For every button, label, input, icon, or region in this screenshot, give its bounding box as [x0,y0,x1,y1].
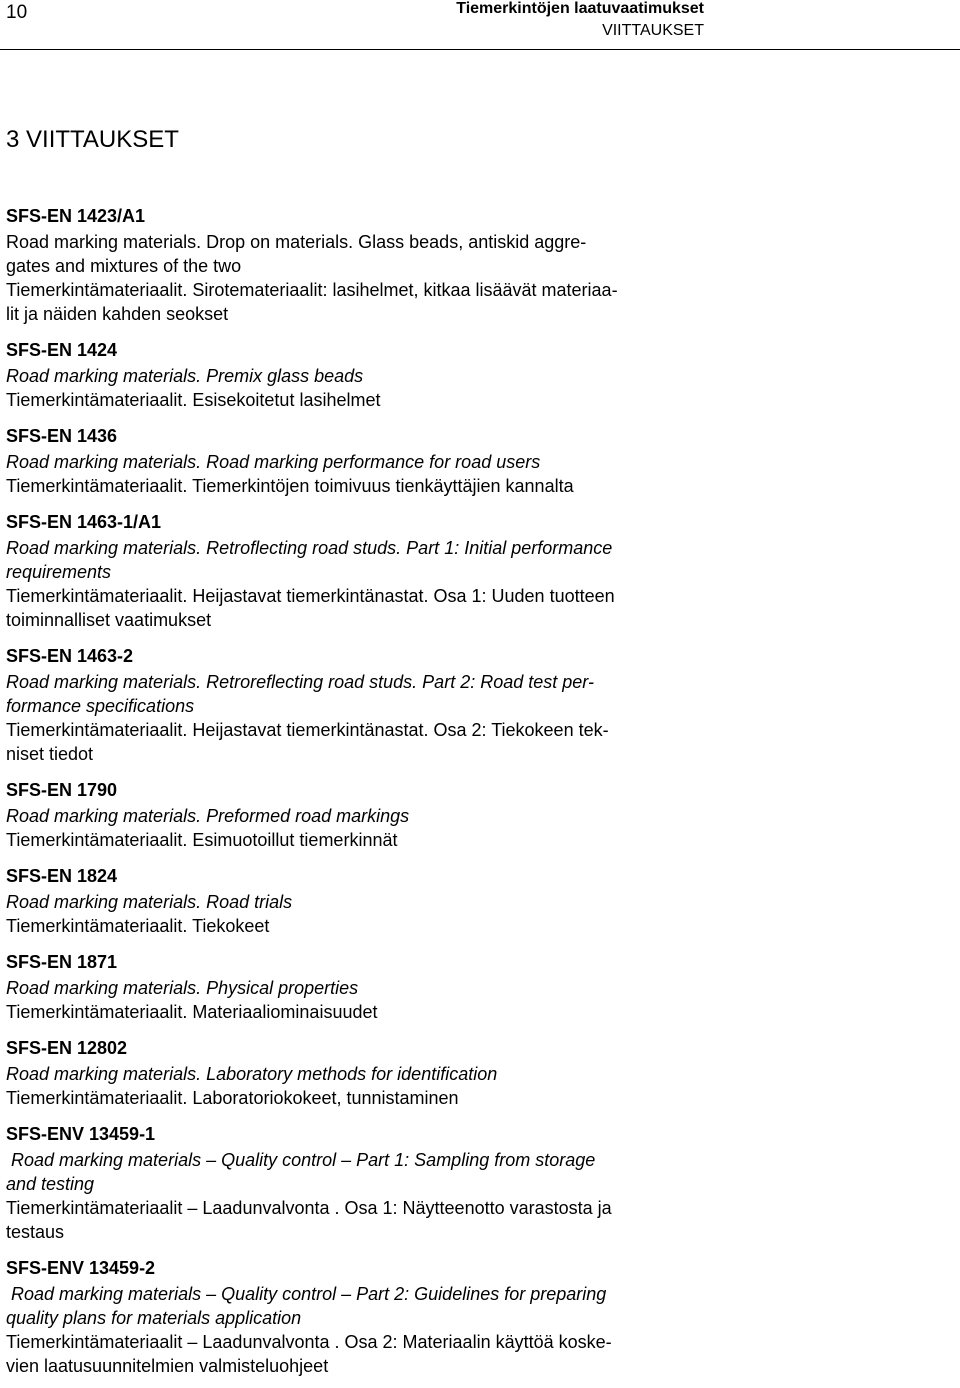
standard-code: SFS-EN 12802 [6,1038,128,1058]
reference-item [6,948,726,1024]
english-title-line: Road marking materials. Retroflecting road studs. Part 1: Initial performance [6,538,613,558]
reference-item [6,336,726,412]
english-title-line: Road marking materials – Quality control – Part 2: Guidelines for preparing [6,1284,607,1304]
finnish-title-line: Tiemerkintämateriaalit – Laadunvalvonta . Osa 2: Materiaalin käyttöä koske- [6,1332,612,1352]
standard-code: SFS-ENV 13459-1 [6,1124,156,1144]
reference-item [6,508,726,632]
standard-code: SFS-ENV 13459-2 [6,1258,156,1278]
reference-item [6,202,726,326]
english-title-line: gates and mixtures of the two [6,256,242,276]
reference-item [6,1034,726,1110]
header-divider [0,49,960,50]
standard-code: SFS-EN 1424 [6,340,118,360]
english-title-line: Road marking materials. Physical properties [6,978,359,998]
standard-code: SFS-EN 1423/A1 [6,206,146,226]
standard-code: SFS-EN 1790 [6,780,118,800]
finnish-title-line: lit ja näiden kahden seokset [6,304,229,324]
finnish-title-line: Tiemerkintämateriaalit. Tiemerkintöjen toimivuus tienkäyttäjien kannalta [6,476,574,496]
finnish-title-line: testaus [6,1222,65,1242]
english-title-line: Road marking materials. Premix glass beads [6,366,364,386]
reference-list [6,202,726,1388]
running-section: VIITTAUKSET [602,22,704,39]
finnish-title-line: Tiemerkintämateriaalit. Esimuotoillut tiemerkinnät [6,830,398,850]
finnish-title-line: toiminnalliset vaatimukset [6,610,212,630]
section-title: 3 VIITTAUKSET [6,126,179,153]
finnish-title-line: vien laatusuunnitelmien valmisteluohjeet [6,1356,329,1376]
finnish-title-line: Tiemerkintämateriaalit. Materiaaliominaisuudet [6,1002,378,1022]
english-title-line: Road marking materials. Retroreflecting road studs. Part 2: Road test per- [6,672,594,692]
standard-code: SFS-EN 1871 [6,952,118,972]
english-title-line: and testing [6,1174,95,1194]
reference-item [6,422,726,498]
standard-code: SFS-EN 1824 [6,866,118,886]
reference-item [6,776,726,852]
reference-item [6,1254,726,1378]
reference-item [6,1120,726,1244]
finnish-title-line: Tiemerkintämateriaalit – Laadunvalvonta . Osa 1: Näytteenotto varastosta ja [6,1198,612,1218]
reference-item [6,642,726,766]
finnish-title-line: Tiemerkintämateriaalit. Sirotemateriaalit: lasihelmet, kitkaa lisäävät materiaa- [6,280,618,300]
finnish-title-line: Tiemerkintämateriaalit. Esisekoitetut lasihelmet [6,390,381,410]
reference-item [6,862,726,938]
english-title-line: Road marking materials. Road trials [6,892,293,912]
english-title-line: Road marking materials – Quality control – Part 1: Sampling from storage [6,1150,596,1170]
page-number: 10 [6,2,28,23]
english-title-line: Road marking materials. Laboratory methods for identification [6,1064,498,1084]
standard-code: SFS-EN 1436 [6,426,118,446]
finnish-title-line: niset tiedot [6,744,94,764]
standard-code: SFS-EN 1463-1/A1 [6,512,162,532]
finnish-title-line: Tiemerkintämateriaalit. Heijastavat tiemerkintänastat. Osa 2: Tiekokeen tek- [6,720,609,740]
finnish-title-line: Tiemerkintämateriaalit. Tiekokeet [6,916,270,936]
english-title-line: Road marking materials. Drop on materials. Glass beads, antiskid aggre- [6,232,587,252]
english-title-line: requirements [6,562,112,582]
english-title-line: quality plans for materials application [6,1308,302,1328]
finnish-title-line: Tiemerkintämateriaalit. Laboratoriokokeet, tunnistaminen [6,1088,459,1108]
running-title: Tiemerkintöjen laatuvaatimukset [456,0,704,17]
english-title-line: Road marking materials. Road marking performance for road users [6,452,541,472]
standard-code: SFS-EN 1463-2 [6,646,134,666]
english-title-line: Road marking materials. Preformed road markings [6,806,410,826]
finnish-title-line: Tiemerkintämateriaalit. Heijastavat tiemerkintänastat. Osa 1: Uuden tuotteen [6,586,615,606]
english-title-line: formance specifications [6,696,195,716]
page-header [0,0,960,52]
